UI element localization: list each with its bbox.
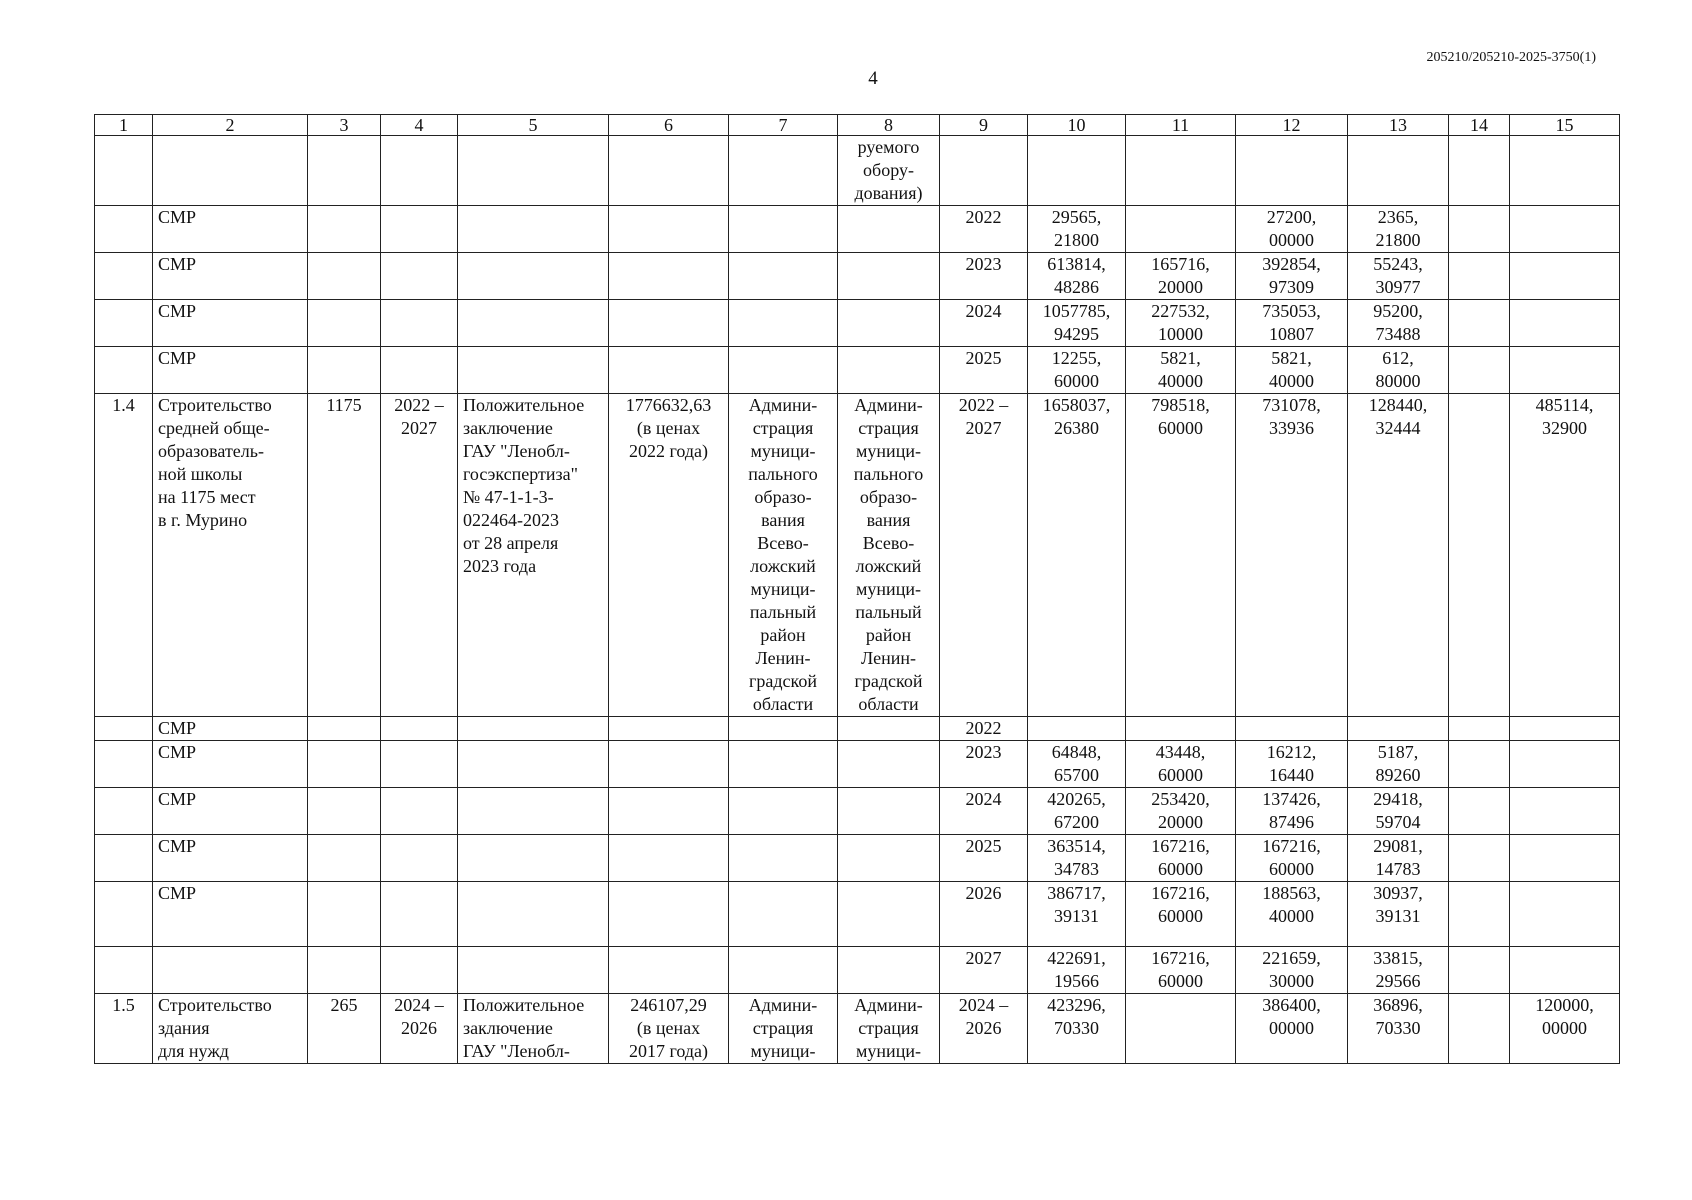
capacity-cell [308,882,381,947]
row-number-cell [95,741,153,788]
period-cell [381,347,458,394]
column-15-cell [1510,300,1620,347]
expertise-conclusion-cell [458,253,609,300]
row-number-cell [95,136,153,206]
period-cell [381,788,458,835]
customer-cell: Админи- страция муници- [729,994,838,1064]
federal-budget-cell: 5821, 40000 [1126,347,1236,394]
year-cell [940,136,1028,206]
customer-cell [729,347,838,394]
table-row [95,947,1620,994]
estimated-cost-cell [609,347,729,394]
capacity-cell [308,253,381,300]
federal-budget-cell: 167216, 60000 [1126,947,1236,994]
column-14-cell [1449,300,1510,347]
table-row [95,741,1620,788]
expertise-conclusion-cell: Положительное заключение ГАУ "Ленобл- госэкспертиза" № 47-1-1-3- 022464-2023 от 28 апреля 2023 года [458,394,609,717]
capacity-cell [308,206,381,253]
local-budget-cell: 33815, 29566 [1348,947,1449,994]
estimated-cost-cell [609,741,729,788]
local-budget-cell: 95200, 73488 [1348,300,1449,347]
regional-budget-cell: 167216, 60000 [1236,835,1348,882]
capacity-cell [308,788,381,835]
federal-budget-cell: 253420, 20000 [1126,788,1236,835]
expertise-conclusion-cell [458,835,609,882]
year-cell: 2024 – 2026 [940,994,1028,1064]
local-budget-cell: 36896, 70330 [1348,994,1449,1064]
customer-cell [729,947,838,994]
column-14-cell [1449,835,1510,882]
column-number-header: 8 [838,115,940,136]
local-budget-cell [1348,136,1449,206]
period-cell: 2022 – 2027 [381,394,458,717]
federal-budget-cell [1126,994,1236,1064]
regional-budget-cell: 137426, 87496 [1236,788,1348,835]
column-number-header: 12 [1236,115,1348,136]
customer-cell [729,206,838,253]
customer-cell [729,136,838,206]
customer-cell [729,253,838,300]
column-15-cell: 485114, 32900 [1510,394,1620,717]
total-amount-cell: 386717, 39131 [1028,882,1126,947]
year-cell: 2027 [940,947,1028,994]
row-number-cell [95,206,153,253]
item-name-cell: СМР [153,741,308,788]
column-15-cell [1510,835,1620,882]
total-amount-cell: 613814, 48286 [1028,253,1126,300]
customer-cell [729,788,838,835]
total-amount-cell: 1658037, 26380 [1028,394,1126,717]
capacity-cell: 1175 [308,394,381,717]
column-15-cell [1510,947,1620,994]
table-row [95,206,1620,253]
period-cell [381,741,458,788]
column-number-header: 6 [609,115,729,136]
local-budget-cell: 612, 80000 [1348,347,1449,394]
developer-cell [838,741,940,788]
local-budget-cell: 128440, 32444 [1348,394,1449,717]
column-number-header: 11 [1126,115,1236,136]
item-name-cell: СМР [153,253,308,300]
local-budget-cell [1348,717,1449,741]
table-row [95,994,1620,1064]
regional-budget-cell: 731078, 33936 [1236,394,1348,717]
expertise-conclusion-cell [458,136,609,206]
row-number-cell [95,253,153,300]
year-cell: 2025 [940,347,1028,394]
federal-budget-cell: 167216, 60000 [1126,882,1236,947]
estimated-cost-cell [609,300,729,347]
capacity-cell [308,835,381,882]
column-number-header: 13 [1348,115,1449,136]
federal-budget-cell: 165716, 20000 [1126,253,1236,300]
regional-budget-cell: 16212, 16440 [1236,741,1348,788]
row-number-cell: 1.5 [95,994,153,1064]
regional-budget-cell: 392854, 97309 [1236,253,1348,300]
item-name-cell [153,947,308,994]
estimated-cost-cell [609,253,729,300]
year-cell: 2025 [940,835,1028,882]
regional-budget-cell: 735053, 10807 [1236,300,1348,347]
year-cell: 2023 [940,253,1028,300]
developer-cell [838,206,940,253]
estimated-cost-cell [609,947,729,994]
column-number-header: 1 [95,115,153,136]
column-number-header: 4 [381,115,458,136]
regional-budget-cell [1236,136,1348,206]
federal-budget-cell: 227532, 10000 [1126,300,1236,347]
capacity-cell [308,300,381,347]
column-15-cell [1510,136,1620,206]
total-amount-cell: 1057785, 94295 [1028,300,1126,347]
developer-cell [838,947,940,994]
item-name-cell: СМР [153,206,308,253]
customer-cell [729,717,838,741]
capacity-cell [308,947,381,994]
row-number-cell [95,788,153,835]
period-cell [381,253,458,300]
federal-budget-cell [1126,717,1236,741]
column-14-cell [1449,206,1510,253]
estimated-cost-cell [609,788,729,835]
estimated-cost-cell [609,882,729,947]
capacity-cell [308,136,381,206]
expertise-conclusion-cell [458,741,609,788]
total-amount-cell: 29565, 21800 [1028,206,1126,253]
row-number-cell [95,347,153,394]
column-14-cell [1449,741,1510,788]
developer-cell [838,717,940,741]
capacity-cell [308,347,381,394]
total-amount-cell: 422691, 19566 [1028,947,1126,994]
expertise-conclusion-cell [458,347,609,394]
column-number-header-row [95,115,1620,136]
local-budget-cell: 2365, 21800 [1348,206,1449,253]
expertise-conclusion-cell [458,717,609,741]
total-amount-cell: 12255, 60000 [1028,347,1126,394]
local-budget-cell: 55243, 30977 [1348,253,1449,300]
regional-budget-cell [1236,717,1348,741]
federal-budget-cell: 43448, 60000 [1126,741,1236,788]
capacity-cell [308,741,381,788]
row-number-cell [95,717,153,741]
total-amount-cell [1028,717,1126,741]
column-number-header: 15 [1510,115,1620,136]
federal-budget-cell: 798518, 60000 [1126,394,1236,717]
estimated-cost-cell: 246107,29 (в ценах 2017 года) [609,994,729,1064]
local-budget-cell: 29081, 14783 [1348,835,1449,882]
column-number-header: 3 [308,115,381,136]
row-number-cell: 1.4 [95,394,153,717]
customer-cell [729,741,838,788]
column-number-header: 10 [1028,115,1126,136]
row-number-cell [95,300,153,347]
item-name-cell: СМР [153,882,308,947]
column-14-cell [1449,394,1510,717]
column-14-cell [1449,788,1510,835]
item-name-cell: Строительство здания для нужд [153,994,308,1064]
customer-cell [729,835,838,882]
column-14-cell [1449,136,1510,206]
regional-budget-cell: 386400, 00000 [1236,994,1348,1064]
item-name-cell: СМР [153,347,308,394]
expertise-conclusion-cell [458,206,609,253]
expertise-conclusion-cell [458,947,609,994]
data-table [94,114,1620,1064]
period-cell [381,206,458,253]
year-cell: 2023 [940,741,1028,788]
row-number-cell [95,882,153,947]
document-id: 205210/205210-2025-3750(1) [1426,50,1596,65]
estimated-cost-cell [609,206,729,253]
column-14-cell [1449,717,1510,741]
row-number-cell [95,835,153,882]
total-amount-cell: 423296, 70330 [1028,994,1126,1064]
column-14-cell [1449,994,1510,1064]
federal-budget-cell [1126,206,1236,253]
table-row [95,347,1620,394]
column-15-cell: 120000, 00000 [1510,994,1620,1064]
column-number-header: 7 [729,115,838,136]
year-cell: 2026 [940,882,1028,947]
column-15-cell [1510,206,1620,253]
table-row [95,882,1620,947]
local-budget-cell: 29418, 59704 [1348,788,1449,835]
column-15-cell [1510,253,1620,300]
year-cell: 2024 [940,300,1028,347]
expertise-conclusion-cell [458,300,609,347]
federal-budget-cell: 167216, 60000 [1126,835,1236,882]
year-cell: 2022 [940,206,1028,253]
developer-cell: руемого обору- дования) [838,136,940,206]
column-number-header: 14 [1449,115,1510,136]
regional-budget-cell: 27200, 00000 [1236,206,1348,253]
page-number: 4 [868,68,878,89]
regional-budget-cell: 5821, 40000 [1236,347,1348,394]
table-row [95,136,1620,206]
table-row [95,717,1620,741]
year-cell: 2022 – 2027 [940,394,1028,717]
column-15-cell [1510,741,1620,788]
table-row [95,253,1620,300]
developer-cell [838,788,940,835]
table-row [95,394,1620,717]
developer-cell [838,300,940,347]
customer-cell: Админи- страция муници- пального образо- вания Всево- ложский муници- пальный район Ленин- градской области [729,394,838,717]
estimated-cost-cell: 1776632,63 (в ценах 2022 года) [609,394,729,717]
developer-cell [838,253,940,300]
expertise-conclusion-cell: Положительное заключение ГАУ "Ленобл- [458,994,609,1064]
total-amount-cell: 363514, 34783 [1028,835,1126,882]
period-cell [381,835,458,882]
estimated-cost-cell [609,835,729,882]
regional-budget-cell: 221659, 30000 [1236,947,1348,994]
period-cell [381,717,458,741]
developer-cell: Админи- страция муници- [838,994,940,1064]
item-name-cell: СМР [153,788,308,835]
regional-budget-cell: 188563, 40000 [1236,882,1348,947]
capacity-cell [308,717,381,741]
column-14-cell [1449,882,1510,947]
column-15-cell [1510,788,1620,835]
item-name-cell [153,136,308,206]
period-cell [381,947,458,994]
customer-cell [729,300,838,347]
item-name-cell: СМР [153,835,308,882]
period-cell: 2024 – 2026 [381,994,458,1064]
developer-cell: Админи- страция муници- пального образо- вания Всево- ложский муници- пальный район Ленин- градской области [838,394,940,717]
developer-cell [838,347,940,394]
column-14-cell [1449,253,1510,300]
column-15-cell [1510,347,1620,394]
year-cell: 2022 [940,717,1028,741]
column-number-header: 2 [153,115,308,136]
row-number-cell [95,947,153,994]
table-row [95,300,1620,347]
period-cell [381,136,458,206]
year-cell: 2024 [940,788,1028,835]
period-cell [381,882,458,947]
column-number-header: 9 [940,115,1028,136]
estimated-cost-cell [609,717,729,741]
federal-budget-cell [1126,136,1236,206]
item-name-cell: СМР [153,717,308,741]
local-budget-cell: 5187, 89260 [1348,741,1449,788]
capacity-cell: 265 [308,994,381,1064]
total-amount-cell: 420265, 67200 [1028,788,1126,835]
table-row [95,835,1620,882]
local-budget-cell: 30937, 39131 [1348,882,1449,947]
developer-cell [838,835,940,882]
total-amount-cell: 64848, 65700 [1028,741,1126,788]
column-15-cell [1510,882,1620,947]
expertise-conclusion-cell [458,788,609,835]
item-name-cell: Строительство средней обще- образователь- ной школы на 1175 мест в г. Мурино [153,394,308,717]
period-cell [381,300,458,347]
column-15-cell [1510,717,1620,741]
estimated-cost-cell [609,136,729,206]
column-14-cell [1449,347,1510,394]
column-14-cell [1449,947,1510,994]
item-name-cell: СМР [153,300,308,347]
table-row [95,788,1620,835]
expertise-conclusion-cell [458,882,609,947]
total-amount-cell [1028,136,1126,206]
column-number-header: 5 [458,115,609,136]
customer-cell [729,882,838,947]
developer-cell [838,882,940,947]
